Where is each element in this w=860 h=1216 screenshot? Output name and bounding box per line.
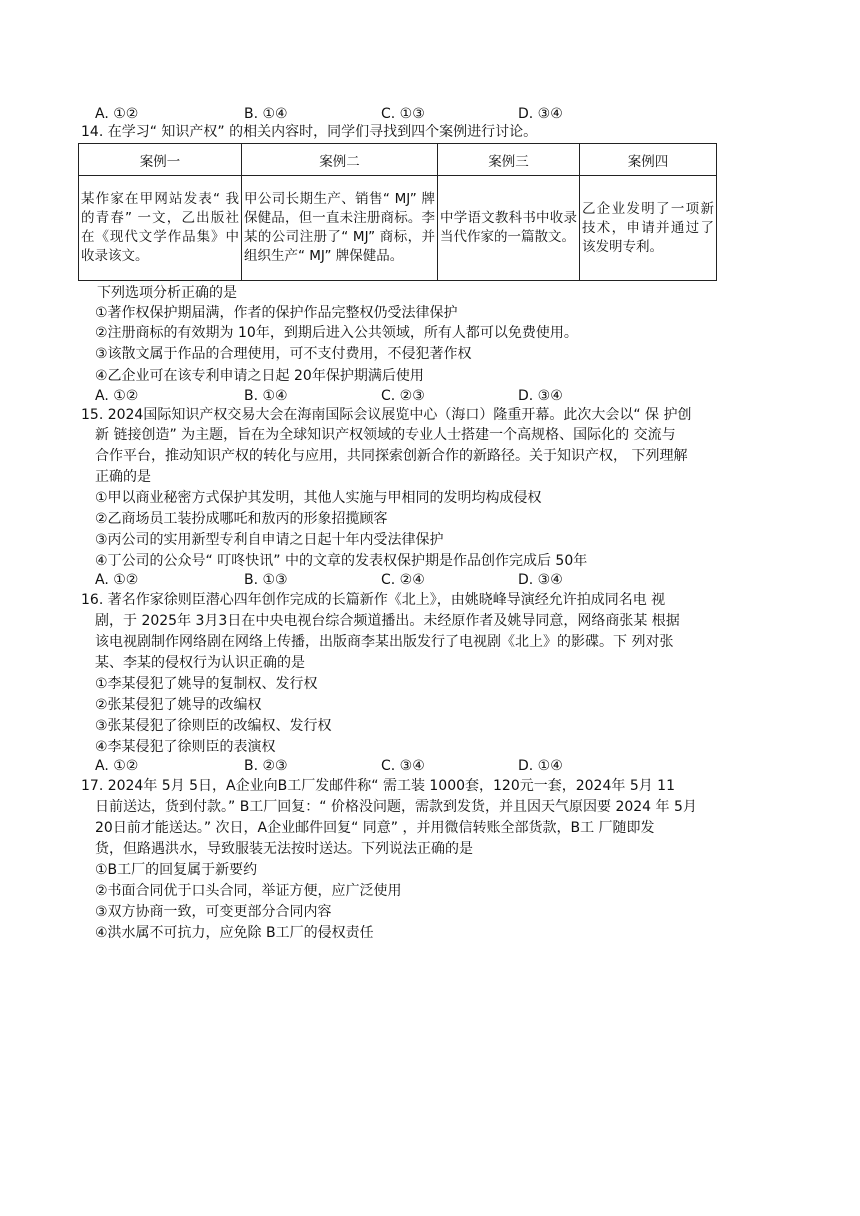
option-d[interactable]: D. ③④ (518, 388, 563, 404)
case-header-3: 案例三 (438, 144, 580, 176)
q15-item-3: ③丙公司的实用新型专利自申请之日起十年内受法律保护 (95, 532, 444, 548)
option-a[interactable]: A. ①② (95, 572, 139, 588)
case-cell-4: 乙企业发明了一项新技术，申请并通过了该发明专利。 (580, 176, 717, 281)
q15-stem-line-3: 合作平台，推动知识产权的转化与应用，共同探索创新合作的新路径。关于知识产权， 下列理解 (95, 448, 688, 464)
q17-item-1: ①B工厂的回复属于新要约 (95, 862, 258, 878)
q16-stem-line-3: 该电视剧制作网络剧在网络上传播，出版商李某出版发行了电视剧《北上》的影碟。下 列对张 (95, 634, 674, 650)
q17-item-2: ②书面合同优于口头合同，举证方便，应广泛使用 (95, 883, 402, 899)
q17-stem-line-3: 20日前才能送达。” 次日，A企业邮件回复“ 同意” ，并用微信转账全部货款，B工 厂随即发 (95, 820, 655, 836)
q15-stem-line-4: 正确的是 (95, 469, 151, 485)
q14-prompt: 下列选项分析正确的是 (97, 285, 237, 301)
q16-item-3: ③张某侵犯了徐则臣的改编权、发行权 (95, 718, 332, 734)
q15-stem-line-2: 新 链接创造” 为主题，旨在为全球知识产权领域的专业人士搭建一个高规格、国际化的 交流与 (95, 427, 676, 443)
option-d[interactable]: D. ③④ (518, 572, 563, 588)
q14-item-2: ②注册商标的有效期为 10年，到期后进入公共领域，所有人都可以免费使用。 (95, 325, 578, 341)
q16-options (95, 756, 695, 776)
q14-item-4: ④乙企业可在该专利申请之日起 20年保护期满后使用 (95, 368, 424, 384)
case-header-2: 案例二 (242, 144, 438, 176)
table-row (79, 176, 717, 281)
option-d[interactable]: D. ①④ (518, 758, 563, 774)
q16-stem-line-2: 剧，于 2025年 3月3日在中央电视台综合频道播出。未经原作者及姚导同意，网络商张某 根据 (95, 613, 680, 629)
option-c[interactable]: C. ②③ (381, 388, 425, 404)
q16-item-2: ②张某侵犯了姚导的改编权 (95, 697, 262, 713)
option-c[interactable]: C. ②④ (381, 572, 425, 588)
q17-stem-line-1: 17. 2024年 5月 5日，A企业向B工厂发邮件称“ 需工装 1000套，120元一套，2024年 5月 11 (81, 778, 675, 794)
option-a[interactable]: A. ①② (95, 388, 139, 404)
option-c[interactable]: C. ①③ (381, 106, 425, 122)
case-cell-1: 某作家在甲网站发表“ 我的青春” 一文，乙出版社在《现代文学作品集》中收录该文。 (79, 176, 242, 281)
option-b[interactable]: B. ①④ (244, 388, 288, 404)
case-header-1: 案例一 (79, 144, 242, 176)
q16-item-1: ①李某侵犯了姚导的复制权、发行权 (95, 676, 318, 692)
case-header-4: 案例四 (580, 144, 717, 176)
prev-options (95, 104, 695, 124)
table-header-row (79, 144, 717, 176)
q14-case-table (78, 143, 717, 281)
q15-item-2: ②乙商场员工装扮成哪吒和敖丙的形象招揽顾客 (95, 511, 388, 527)
q15-stem-line-1: 15. 2024国际知识产权交易大会在海南国际会议展览中心（海口）隆重开幕。此次大会以“ 保 护创 (81, 407, 692, 423)
option-b[interactable]: B. ①③ (244, 572, 288, 588)
q16-stem-line-4: 某、李某的侵权行为认识正确的是 (95, 655, 305, 671)
option-b[interactable]: B. ②③ (244, 758, 288, 774)
q14-item-1: ①著作权保护期届满，作者的保护作品完整权仍受法律保护 (95, 305, 458, 321)
q17-item-4: ④洪水属不可抗力，应免除 B工厂的侵权责任 (95, 925, 374, 941)
case-cell-3: 中学语文教科书中收录当代作家的一篇散文。 (438, 176, 580, 281)
option-c[interactable]: C. ③④ (381, 758, 425, 774)
q14-stem: 14. 在学习“ 知识产权” 的相关内容时，同学们寻找到四个案例进行讨论。 (81, 124, 538, 140)
option-b[interactable]: B. ①④ (244, 106, 288, 122)
q17-stem-line-4: 货，但路遇洪水，导致服装无法按时送达。下列说法正确的是 (95, 841, 473, 857)
q15-options (95, 570, 695, 590)
q14-options (95, 386, 695, 406)
q15-item-4: ④丁公司的公众号“ 叮咚快讯” 中的文章的发表权保护期是作品创作完成后 50年 (95, 553, 588, 569)
q17-item-3: ③双方协商一致，可变更部分合同内容 (95, 904, 332, 920)
q17-stem-line-2: 日前送达，货到付款。” B工厂回复：“ 价格没问题，需款到发货，并且因天气原因要 2024 年 5月 (95, 799, 697, 815)
option-a[interactable]: A. ①② (95, 106, 139, 122)
option-a[interactable]: A. ①② (95, 758, 139, 774)
q16-item-4: ④李某侵犯了徐则臣的表演权 (95, 739, 276, 755)
q15-item-1: ①甲以商业秘密方式保护其发明，其他人实施与甲相同的发明均构成侵权 (95, 490, 542, 506)
q14-item-3: ③该散文属于作品的合理使用，可不支付费用，不侵犯著作权 (95, 346, 472, 362)
q16-stem-line-1: 16. 著名作家徐则臣潜心四年创作完成的长篇新作《北上》，由姚晓峰导演经允许拍成同名电 视 (81, 592, 666, 608)
option-d[interactable]: D. ③④ (518, 106, 563, 122)
case-cell-2: 甲公司长期生产、销售“ MJ” 牌保健品，但一直未注册商标。李某的公司注册了“ MJ” 商标，并组织生产“ MJ” 牌保健品。 (242, 176, 438, 281)
